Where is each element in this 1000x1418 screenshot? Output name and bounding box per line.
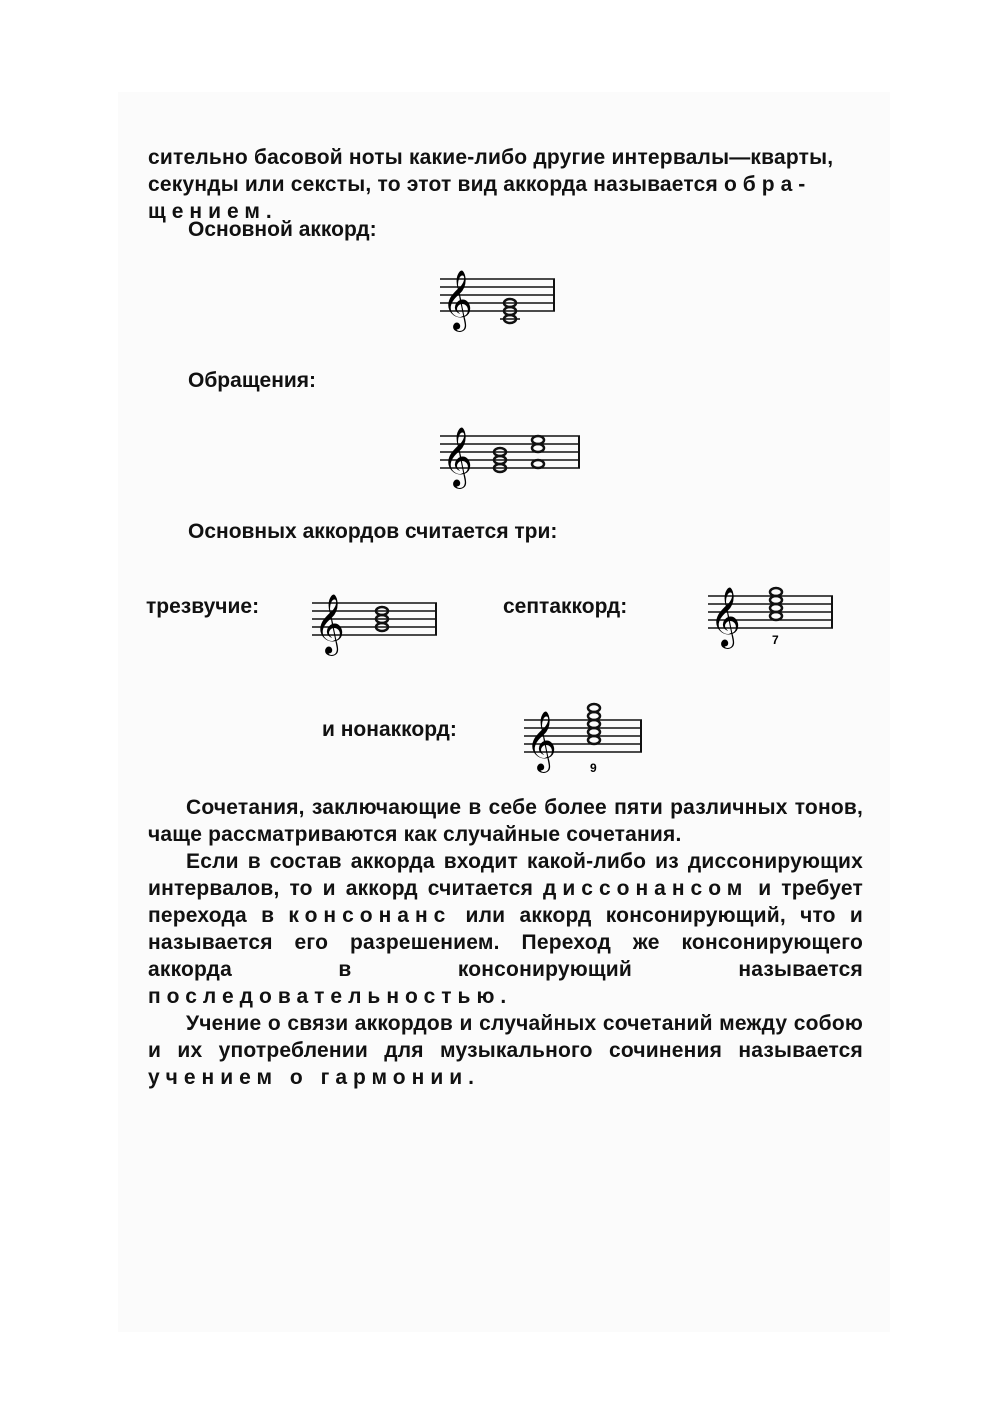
spaced-term: обра- [723, 173, 812, 196]
spaced-term: диссонансом [543, 877, 749, 900]
treble-clef-icon: 𝄞 [710, 587, 741, 647]
treble-clef-icon: 𝄞 [442, 427, 473, 487]
text-line: сительно басовой ноты какие-либо другие интервалы—кварты, [148, 146, 834, 169]
treble-clef-icon: 𝄞 [526, 711, 557, 771]
text-run: секунды или сексты, то этот вид аккорда называется [148, 173, 724, 196]
spaced-term: консонанс [288, 904, 452, 927]
staff-seventh [708, 578, 838, 658]
label-triad: трезвучие: [146, 595, 260, 618]
staff-triad [312, 585, 442, 657]
label-ninth: и нонаккорд: [322, 718, 457, 741]
staff-basic-chord [440, 262, 560, 332]
note [588, 736, 600, 744]
label-inversions: Обращения: [188, 369, 317, 392]
label-three-basic: Основных аккордов считается три: [188, 520, 558, 543]
text-run: или аккорд консонирующий, что и называется его разрешением. Переход же консонирующего аккорда в консонирующий называется [148, 904, 863, 981]
text-line [148, 171, 863, 198]
text-run: Учение о связи аккордов и случайных сочетаний между собою и их употреблении для музыкального сочинения называется [148, 1012, 863, 1062]
treble-clef-icon: 𝄞 [442, 270, 473, 330]
note [532, 460, 544, 468]
text-run: Если в состав аккорда входит какой-либо из диссонирующих интервалов, то и аккорд считается [148, 850, 863, 900]
label-basic-chord: Основной аккорд: [188, 218, 377, 241]
staff-inversions [440, 418, 585, 490]
spaced-term: учением о гармонии. [148, 1066, 480, 1089]
text-run: и требует перехода в [148, 877, 863, 927]
interval-digit: 7 [772, 633, 779, 647]
spaced-term: щением. [148, 200, 278, 223]
paragraph: Сочетания, заключающие в себе более пяти различных тонов, чаще рассматриваются как случайные сочетания. [148, 796, 863, 846]
spaced-term: последовательностью. [148, 985, 513, 1008]
treble-clef-icon: 𝄞 [314, 594, 345, 654]
chord [588, 704, 600, 744]
interval-digit: 9 [590, 761, 597, 775]
paragraph [148, 1010, 863, 1091]
label-seventh: септаккорд: [503, 595, 628, 618]
note [532, 444, 544, 452]
chord-second-inversion [532, 436, 544, 468]
chord [770, 588, 782, 620]
note [770, 612, 782, 620]
paragraph [148, 848, 863, 1010]
top-paragraph [148, 144, 863, 225]
staff-ninth [524, 700, 649, 782]
body-text [148, 794, 863, 1091]
